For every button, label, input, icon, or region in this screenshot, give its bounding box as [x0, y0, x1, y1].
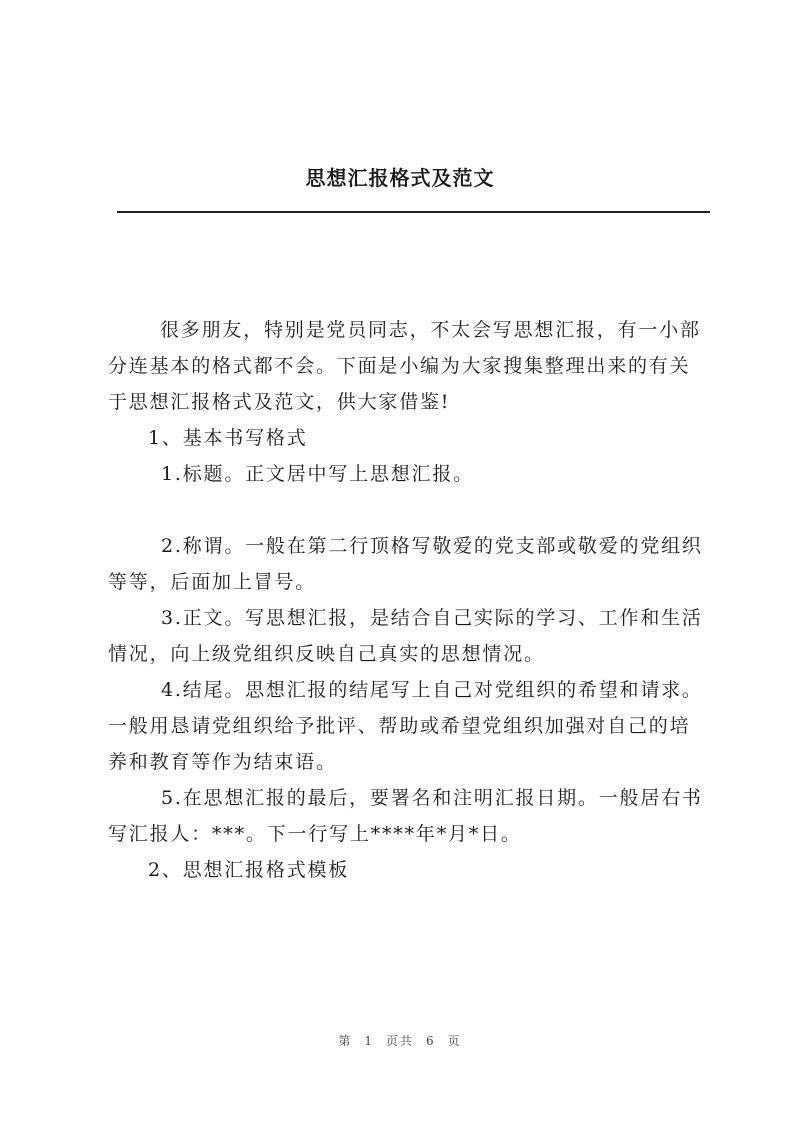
- footer-suffix: 页: [447, 1034, 462, 1048]
- list-item-body: 3.正文。写思想汇报，是结合自己实际的学习、工作和生活情况，向上级党组织反映自己真实的思想情况。: [108, 607, 703, 665]
- paragraph-gap: [108, 492, 703, 528]
- list-item-title: 1.标题。正文居中写上思想汇报。: [161, 463, 474, 485]
- title-divider: [117, 211, 710, 213]
- footer-current-page: 1: [364, 1034, 374, 1048]
- section-heading-1: 1、基本书写格式: [148, 427, 308, 449]
- footer-total-pages: 6: [426, 1034, 436, 1048]
- document-body: [108, 312, 703, 888]
- intro-paragraph: 很多朋友，特别是党员同志，不太会写思想汇报，有一小部分连基本的格式都不会。下面是小编为大家搜集整理出来的有关于思想汇报格式及范文，供大家借鉴!: [108, 319, 701, 413]
- section-heading-2: 2、思想汇报格式模板: [148, 859, 350, 881]
- page-title: 思想汇报格式及范文: [305, 166, 495, 190]
- list-item-ending: 4.结尾。思想汇报的结尾写上自己对党组织的希望和请求。一般用恳请党组织给予批评、帮助或希望党组织加强对自己的培养和教育等作为结束语。: [108, 679, 703, 773]
- list-item-salutation: 2.称谓。一般在第二行顶格写敬爱的党支部或敬爱的党组织等等，后面加上冒号。: [108, 535, 703, 593]
- footer-middle: 页共: [385, 1034, 414, 1048]
- page-footer: [0, 1032, 800, 1049]
- footer-prefix: 第: [338, 1034, 353, 1048]
- list-item-signature: 5.在思想汇报的最后，要署名和注明汇报日期。一般居右书写汇报人：***。下一行写上****年*月*日。: [108, 787, 703, 845]
